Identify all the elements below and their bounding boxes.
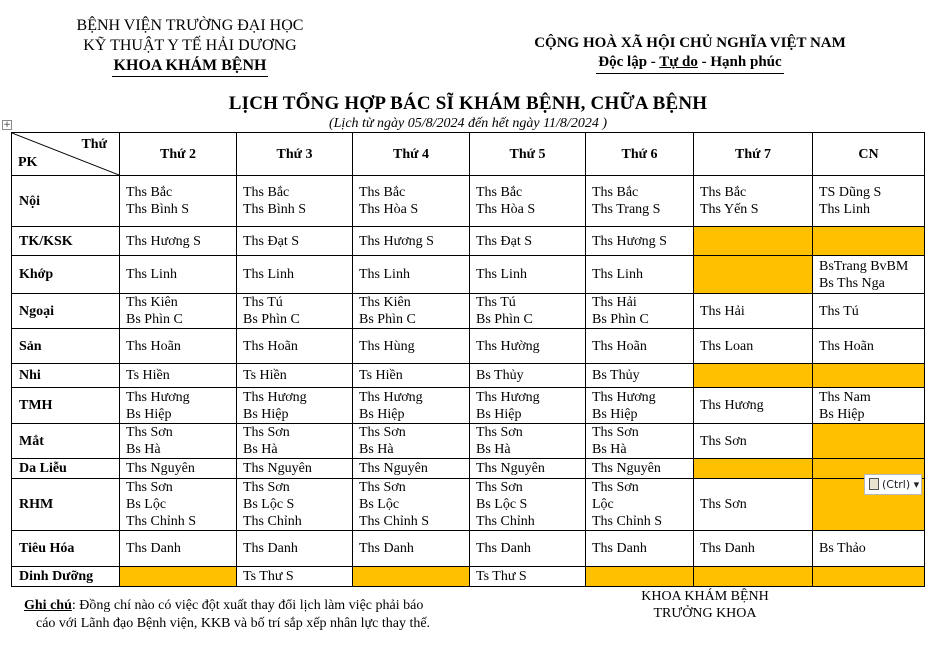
table-row xyxy=(12,294,925,329)
doctor-name: Bs Hà xyxy=(243,442,278,457)
schedule-cell[interactable] xyxy=(120,479,237,531)
schedule-cell[interactable] xyxy=(813,364,925,388)
schedule-cell[interactable] xyxy=(813,227,925,256)
doctor-name: Ths Đạt S xyxy=(243,233,299,249)
doctor-name: Ths Tú xyxy=(819,303,859,319)
day-header: CN xyxy=(813,133,925,176)
doctor-name: Ths Hoãn xyxy=(819,338,874,354)
clinic-label: Khớp xyxy=(12,256,120,294)
doctor-name: BsTrang BvBM xyxy=(819,258,909,274)
doctor-name: Ths Hương xyxy=(476,389,540,405)
schedule-cell[interactable] xyxy=(694,294,813,329)
doctor-name: Ths Sơn xyxy=(126,480,173,495)
doctor-name: Ths Hương xyxy=(359,389,423,405)
corner-pk-label: PK xyxy=(18,155,38,170)
schedule-cell[interactable] xyxy=(586,227,694,256)
schedule-cell[interactable] xyxy=(586,256,694,294)
schedule-cell[interactable] xyxy=(237,567,353,587)
doctor-name: Bs Hà xyxy=(476,442,511,457)
doctor-name: Ths Danh xyxy=(476,541,531,556)
doctor-name: Ths Bắc xyxy=(359,185,406,200)
schedule-cell[interactable] xyxy=(237,424,353,459)
clinic-label: TMH xyxy=(12,388,120,424)
schedule-cell[interactable] xyxy=(120,531,237,567)
day-header: Thứ 3 xyxy=(237,133,353,176)
table-row xyxy=(12,388,925,424)
doctor-name: Ths Hòa S xyxy=(476,202,536,217)
schedule-cell[interactable] xyxy=(694,479,813,531)
table-row xyxy=(12,176,925,227)
doctor-name: Bs Hà xyxy=(592,442,627,457)
doctor-name: Lộc xyxy=(592,497,614,512)
schedule-cell[interactable] xyxy=(120,227,237,256)
doctor-name: Ths Chỉnh xyxy=(243,514,302,529)
country-name: CỘNG HOÀ XÃ HỘI CHỦ NGHĨA VIỆT NAM xyxy=(534,35,846,51)
doctor-name: Ths Hương xyxy=(700,398,764,413)
doctor-name: Ths Hương xyxy=(243,389,307,405)
table-header-row xyxy=(12,133,925,176)
doctor-name: Ths Bình S xyxy=(126,202,190,217)
schedule-table xyxy=(11,132,925,587)
doctor-name: Ths Hải xyxy=(592,295,637,310)
table-row xyxy=(12,364,925,388)
clinic-label: Da Liễu xyxy=(12,459,120,479)
schedule-cell[interactable] xyxy=(470,567,586,587)
note-block xyxy=(24,597,484,633)
table-corner-cell xyxy=(12,133,120,176)
schedule-cell[interactable] xyxy=(120,388,237,424)
schedule-cell[interactable] xyxy=(353,256,470,294)
schedule-cell[interactable] xyxy=(353,459,470,479)
doctor-name: Ths Linh xyxy=(476,267,527,282)
doctor-name: Bs Hiệp xyxy=(592,406,638,422)
doctor-name: Ths Đạt S xyxy=(476,233,532,249)
doctor-name: Ths Loan xyxy=(700,338,754,354)
schedule-cell[interactable] xyxy=(237,479,353,531)
clinic-label: Tiêu Hóa xyxy=(12,531,120,567)
national-motto: Độc lập - Tự do - Hạnh phúc xyxy=(596,53,783,74)
doctor-name: Ts Hiền xyxy=(126,368,170,383)
doctor-name: Ths Bắc xyxy=(243,185,290,200)
schedule-cell[interactable] xyxy=(586,294,694,329)
doctor-name: Ths Sơn xyxy=(243,480,290,495)
schedule-cell[interactable] xyxy=(120,329,237,364)
clinic-label: Sản xyxy=(12,329,120,364)
document-subtitle: (Lịch từ ngày 05/8/2024 đến hết ngày 11/8/2024 ) xyxy=(328,116,607,131)
doctor-name: Ths Chỉnh xyxy=(476,514,535,529)
doctor-name: TS Dũng S xyxy=(819,185,882,200)
doctor-name: Ths Linh xyxy=(359,267,410,282)
clinic-label: RHM xyxy=(12,479,120,531)
doctor-name: Ths Danh xyxy=(126,541,181,556)
doctor-name: Ths Hải xyxy=(700,303,745,319)
doctor-name: Ths Nguyên xyxy=(243,461,312,476)
doctor-name: Bs Lộc S xyxy=(243,497,295,512)
doctor-name: Ths Hương S xyxy=(359,233,434,249)
doctor-name: Ths Nguyên xyxy=(126,461,195,476)
doctor-name: Ths Sơn xyxy=(700,497,747,512)
doctor-name: Ths Linh xyxy=(592,267,643,282)
schedule-cell[interactable] xyxy=(694,567,813,587)
schedule-cell[interactable] xyxy=(470,256,586,294)
doctor-name: Ths Sơn xyxy=(126,425,173,440)
doctor-name: Bs Lộc xyxy=(359,497,400,512)
table-move-handle-icon[interactable]: + xyxy=(3,120,11,130)
clipboard-icon xyxy=(869,478,879,490)
doctor-name: Ths Hùng xyxy=(359,338,415,354)
doctor-name: Bs Hiệp xyxy=(359,406,405,422)
doctor-name: Ths Nguyên xyxy=(476,461,545,476)
doctor-name: Ths Sơn xyxy=(592,425,639,440)
doctor-name: Ths Chỉnh S xyxy=(592,514,663,529)
table-row xyxy=(12,329,925,364)
doctor-name: Bs Hiệp xyxy=(126,406,172,422)
clinic-label: Mắt xyxy=(12,424,120,459)
doctor-name: Ths Yến S xyxy=(700,202,759,217)
schedule-cell[interactable] xyxy=(237,531,353,567)
signature-block xyxy=(595,588,815,622)
schedule-cell[interactable] xyxy=(586,424,694,459)
doctor-name: Ths Tú xyxy=(476,295,516,310)
doctor-name: Ths Hường xyxy=(476,338,540,354)
table-row xyxy=(12,424,925,459)
schedule-cell[interactable] xyxy=(237,227,353,256)
schedule-cell[interactable] xyxy=(237,364,353,388)
doctor-name: Ths Hương S xyxy=(126,233,201,249)
doctor-name: Ths Sơn xyxy=(359,425,406,440)
clinic-label: Ngoại xyxy=(12,294,120,329)
clinic-label: Nội xyxy=(12,176,120,227)
doctor-name: Ths Hòa S xyxy=(359,202,419,217)
doctor-name: Ths Nam xyxy=(819,389,871,405)
schedule-cell[interactable] xyxy=(470,364,586,388)
schedule-cell[interactable] xyxy=(813,294,925,329)
doctor-name: Ths Danh xyxy=(700,541,755,556)
schedule-body xyxy=(12,176,925,587)
day-header: Thứ 4 xyxy=(353,133,470,176)
hospital-header xyxy=(40,16,340,77)
doctor-name: Ths Tú xyxy=(243,295,283,310)
hospital-name-line1: BỆNH VIỆN TRƯỜNG ĐẠI HỌC xyxy=(76,17,304,34)
schedule-cell[interactable] xyxy=(470,531,586,567)
schedule-cell[interactable] xyxy=(694,256,813,294)
doctor-name: Ths Bắc xyxy=(126,185,173,200)
document-title: LỊCH TỔNG HỢP BÁC SĨ KHÁM BỆNH, CHỮA BỆNH xyxy=(228,93,708,114)
schedule-cell[interactable] xyxy=(353,364,470,388)
schedule-cell[interactable] xyxy=(470,329,586,364)
doctor-name: Ts Hiền xyxy=(243,368,287,383)
clinic-label: Nhi xyxy=(12,364,120,388)
schedule-cell[interactable] xyxy=(120,459,237,479)
doctor-name: Ts Thư S xyxy=(243,569,294,584)
schedule-cell[interactable] xyxy=(586,567,694,587)
schedule-cell[interactable] xyxy=(353,329,470,364)
signature-title: TRƯỞNG KHOA xyxy=(653,606,757,621)
doctor-name: Bs Hiệp xyxy=(476,406,522,422)
doctor-name: Ths Sơn xyxy=(476,480,523,495)
schedule-cell[interactable] xyxy=(120,364,237,388)
schedule-cell[interactable] xyxy=(353,567,470,587)
doctor-name: Bs Phìn C xyxy=(126,312,183,327)
chevron-down-icon: ▾ xyxy=(913,478,920,491)
doctor-name: Ths Trang S xyxy=(592,202,661,217)
table-row xyxy=(12,459,925,479)
schedule-cell[interactable] xyxy=(470,479,586,531)
doctor-name: Ths Hương S xyxy=(592,233,667,249)
doctor-name: Bs Phìn C xyxy=(243,312,300,327)
doctor-name: Ths Sơn xyxy=(592,480,639,495)
doctor-name: Ths Danh xyxy=(359,541,414,556)
doctor-name: Ths Linh xyxy=(243,267,294,282)
national-header xyxy=(515,34,865,74)
doctor-name: Ths Linh xyxy=(819,202,870,217)
doctor-name: Bs Phìn C xyxy=(359,312,416,327)
schedule-cell[interactable] xyxy=(694,388,813,424)
doctor-name: Ths Sơn xyxy=(359,480,406,495)
doctor-name: Bs Hiệp xyxy=(819,406,865,422)
schedule-cell[interactable] xyxy=(694,459,813,479)
doctor-name: Ths Kiên xyxy=(359,295,411,310)
schedule-cell[interactable] xyxy=(353,176,470,227)
schedule-cell[interactable] xyxy=(694,329,813,364)
doctor-name: Ths Bắc xyxy=(476,185,523,200)
table-row xyxy=(12,531,925,567)
doctor-name: Ts Hiền xyxy=(359,368,403,383)
schedule-cell[interactable] xyxy=(470,424,586,459)
hospital-name-line2: KỸ THUẬT Y TẾ HẢI DƯƠNG xyxy=(83,37,297,54)
paste-options-button[interactable] xyxy=(864,474,922,495)
schedule-cell[interactable] xyxy=(353,531,470,567)
table-row xyxy=(12,227,925,256)
doctor-name: Ts Thư S xyxy=(476,569,527,584)
schedule-cell[interactable] xyxy=(694,227,813,256)
doctor-name: Bs Lộc S xyxy=(476,497,528,512)
doctor-name: Ths Nguyên xyxy=(359,461,428,476)
schedule-cell[interactable] xyxy=(237,256,353,294)
schedule-cell[interactable] xyxy=(470,388,586,424)
day-header: Thứ 7 xyxy=(694,133,813,176)
note-label: Ghi chú xyxy=(24,598,72,613)
schedule-cell[interactable] xyxy=(120,256,237,294)
schedule-cell[interactable] xyxy=(237,329,353,364)
doctor-name: Bs Hà xyxy=(359,442,394,457)
schedule-cell[interactable] xyxy=(586,531,694,567)
schedule-cell[interactable] xyxy=(353,227,470,256)
schedule-cell[interactable] xyxy=(120,176,237,227)
schedule-cell[interactable] xyxy=(586,176,694,227)
doctor-name: Bs Phìn C xyxy=(592,312,649,327)
note-text-1: : Đồng chí nào có việc đột xuất thay đổi lịch làm việc phải báo xyxy=(71,598,424,613)
department-name: KHOA KHÁM BỆNH xyxy=(112,56,269,77)
day-header: Thứ 6 xyxy=(586,133,694,176)
schedule-cell[interactable] xyxy=(813,256,925,294)
schedule-cell[interactable] xyxy=(586,479,694,531)
note-text-2: cáo với Lãnh đạo Bệnh viện, KKB và bố trí sắp xếp nhân lực thay thế. xyxy=(36,616,431,631)
schedule-cell[interactable] xyxy=(813,531,925,567)
paste-options-label: (Ctrl) xyxy=(882,478,911,491)
schedule-cell[interactable] xyxy=(470,227,586,256)
doctor-name: Ths Bắc xyxy=(700,185,747,200)
schedule-cell[interactable] xyxy=(353,294,470,329)
schedule-cell[interactable] xyxy=(586,459,694,479)
doctor-name: Ths Danh xyxy=(243,541,298,556)
schedule-cell[interactable] xyxy=(470,294,586,329)
schedule-cell[interactable] xyxy=(237,294,353,329)
doctor-name: Ths Bắc xyxy=(592,185,639,200)
doctor-name: Ths Bình S xyxy=(243,202,307,217)
doctor-name: Ths Chỉnh S xyxy=(126,514,197,529)
doctor-name: Bs Thủy xyxy=(476,368,524,383)
doctor-name: Ths Sơn xyxy=(476,425,523,440)
schedule-cell[interactable] xyxy=(586,364,694,388)
schedule-cell[interactable] xyxy=(120,567,237,587)
schedule-cell[interactable] xyxy=(120,294,237,329)
clinic-label: Dinh Dưỡng xyxy=(12,567,120,587)
doctor-name: Bs Lộc xyxy=(126,497,167,512)
schedule-cell[interactable] xyxy=(470,176,586,227)
schedule-cell[interactable] xyxy=(237,388,353,424)
doctor-name: Ths Hoãn xyxy=(126,338,181,354)
schedule-cell[interactable] xyxy=(353,424,470,459)
schedule-cell[interactable] xyxy=(694,364,813,388)
doctor-name: Bs Ths Nga xyxy=(819,275,885,291)
doctor-name: Ths Hương xyxy=(592,389,656,405)
table-row xyxy=(12,567,925,587)
schedule-cell[interactable] xyxy=(813,388,925,424)
doctor-name: Ths Hoãn xyxy=(592,338,647,354)
table-row xyxy=(12,479,925,531)
clinic-label: TK/KSK xyxy=(12,227,120,256)
schedule-cell[interactable] xyxy=(120,424,237,459)
doctor-name: Ths Chỉnh S xyxy=(359,514,430,529)
schedule-cell[interactable] xyxy=(813,567,925,587)
schedule-cell[interactable] xyxy=(586,388,694,424)
table-row xyxy=(12,256,925,294)
doctor-name: Bs Hiệp xyxy=(243,406,289,422)
doctor-name: Ths Hoãn xyxy=(243,338,298,354)
schedule-cell[interactable] xyxy=(694,424,813,459)
doctor-name: Ths Nguyên xyxy=(592,461,661,476)
schedule-cell[interactable] xyxy=(237,459,353,479)
schedule-cell[interactable] xyxy=(353,479,470,531)
doctor-name: Bs Thảo xyxy=(819,541,866,556)
schedule-cell[interactable] xyxy=(813,329,925,364)
doctor-name: Bs Hà xyxy=(126,442,161,457)
schedule-cell[interactable] xyxy=(694,176,813,227)
doctor-name: Ths Kiên xyxy=(126,295,178,310)
day-header: Thứ 5 xyxy=(470,133,586,176)
doctor-name: Ths Sơn xyxy=(700,433,747,449)
doctor-name: Bs Phìn C xyxy=(476,312,533,327)
schedule-cell[interactable] xyxy=(353,388,470,424)
corner-day-label: Thứ xyxy=(81,137,107,152)
doctor-name: Ths Linh xyxy=(126,267,177,282)
signature-department: KHOA KHÁM BỆNH xyxy=(641,589,769,604)
schedule-cell[interactable] xyxy=(586,329,694,364)
schedule-cell[interactable] xyxy=(470,459,586,479)
schedule-cell[interactable] xyxy=(813,176,925,227)
doctor-name: Bs Thủy xyxy=(592,368,640,383)
doctor-name: Ths Hương xyxy=(126,389,190,405)
day-header: Thứ 2 xyxy=(120,133,237,176)
schedule-cell[interactable] xyxy=(694,531,813,567)
doctor-name: Ths Sơn xyxy=(243,425,290,440)
doctor-name: Ths Danh xyxy=(592,541,647,556)
schedule-cell[interactable] xyxy=(237,176,353,227)
schedule-cell[interactable] xyxy=(813,424,925,459)
